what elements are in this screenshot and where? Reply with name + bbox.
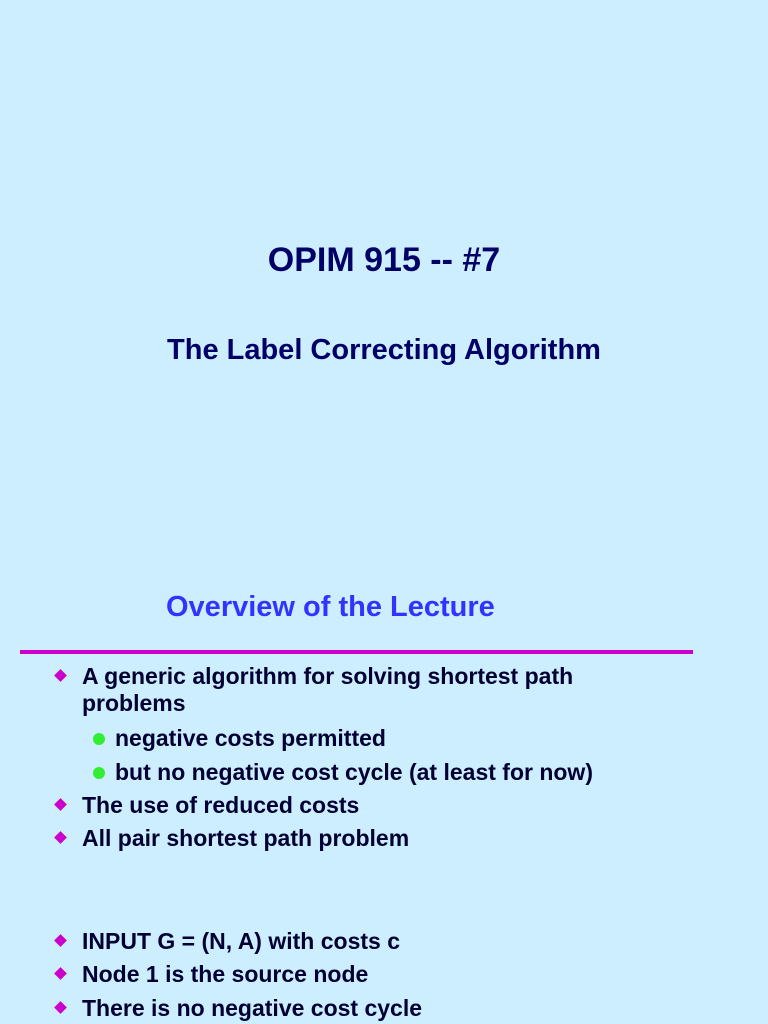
bullet-item-continuation: problems xyxy=(82,690,186,716)
diamond-bullet-icon xyxy=(54,831,67,844)
circle-bullet-icon xyxy=(93,733,105,745)
bullet-item: Node 1 is the source node xyxy=(82,961,369,987)
diamond-bullet-icon xyxy=(54,669,67,682)
slide-subtitle: The Label Correcting Algorithm xyxy=(167,334,601,366)
circle-bullet-icon xyxy=(93,767,105,779)
slide-title: OPIM 915 -- #7 xyxy=(267,241,501,279)
bullet-item: A generic algorithm for solving shortest path xyxy=(82,663,574,689)
diamond-bullet-icon xyxy=(54,798,67,811)
bullet-item: INPUT G = (N, A) with costs c xyxy=(82,928,400,954)
diamond-bullet-icon xyxy=(54,1001,67,1014)
diamond-bullet-icon xyxy=(54,967,67,980)
section-divider xyxy=(20,650,693,654)
bullet-item: The use of reduced costs xyxy=(82,792,360,818)
sub-bullet-item: negative costs permitted xyxy=(115,725,386,751)
diamond-bullet-icon xyxy=(54,934,67,947)
bullet-item: All pair shortest path problem xyxy=(82,825,410,851)
section-heading: Overview of the Lecture xyxy=(166,591,495,623)
bullet-item: There is no negative cost cycle xyxy=(82,995,423,1021)
sub-bullet-item: but no negative cost cycle (at least for now) xyxy=(115,759,593,785)
